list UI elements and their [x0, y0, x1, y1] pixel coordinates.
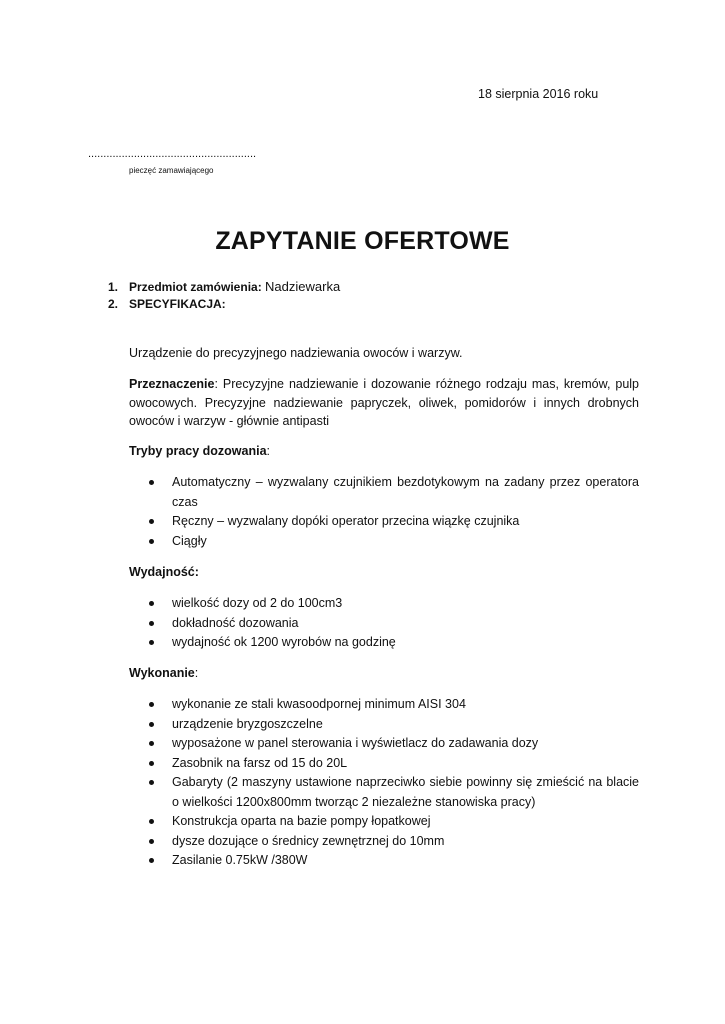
build-label: Wykonanie	[129, 666, 195, 680]
list-item: wyposażone w panel sterowania i wyświetlacz do zadawania dozy	[147, 734, 639, 754]
build-list	[147, 695, 639, 871]
list-item: Zasobnik na farsz od 15 do 20L	[147, 754, 639, 774]
item-value: Nadziewarka	[265, 279, 341, 294]
list-item: Zasilanie 0.75kW /380W	[147, 851, 639, 871]
list-item: dokładność dozowania	[147, 614, 639, 634]
purpose-label: Przeznaczenie	[129, 377, 215, 391]
purpose-paragraph	[129, 375, 639, 431]
list-item: Gabaryty (2 maszyny ustawione naprzeciwko siebie powinny się zmieścić na blacie o wielkości 1200x800mm tworząc 2 niezależne stanowiska pracy)	[147, 773, 639, 812]
performance-heading	[129, 565, 199, 579]
document-date: 18 sierpnia 2016 roku	[478, 87, 599, 101]
modes-suffix: :	[266, 444, 271, 458]
list-item: dysze dozujące o średnicy zewnętrznej do 10mm	[147, 832, 639, 852]
build-heading	[129, 666, 198, 680]
modes-heading	[129, 444, 270, 458]
build-suffix: :	[194, 666, 199, 680]
item-number: 2.	[108, 297, 119, 311]
list-item: wielkość dozy od 2 do 100cm3	[147, 594, 639, 614]
modes-list	[147, 473, 639, 551]
item-label: Przedmiot zamówienia:	[129, 280, 262, 294]
item-label: SPECYFIKACJA:	[129, 297, 226, 311]
intro-paragraph: Urządzenie do precyzyjnego nadziewania owoców i warzyw.	[129, 346, 463, 360]
modes-label: Tryby pracy dozowania	[129, 444, 267, 458]
document-title: ZAPYTANIE OFERTOWE	[215, 227, 510, 255]
list-item: Ciągły	[147, 532, 639, 552]
stamp-line: .......................................................	[88, 148, 257, 160]
performance-label: Wydajność:	[129, 565, 199, 579]
list-item: Automatyczny – wyzwalany czujnikiem bezdotykowym na zadany przez operatora czas	[147, 473, 639, 512]
stamp-label: pieczęć zamawiającego	[129, 166, 214, 175]
numbered-item-specification	[108, 297, 226, 311]
performance-list	[147, 594, 639, 653]
numbered-item-subject	[108, 279, 340, 294]
list-item: Konstrukcja oparta na bazie pompy łopatkowej	[147, 812, 639, 832]
purpose-text: : Precyzyjne nadziewanie i dozowanie różnego rodzaju mas, kremów, pulp owocowych. Precyzyjne nadziewanie papryczek, oliwek, pomidorów i innych drobnych owoców i warzyw - głównie antipasti	[129, 377, 639, 428]
item-number: 1.	[108, 280, 119, 294]
list-item: Ręczny – wyzwalany dopóki operator przecina wiązkę czujnika	[147, 512, 639, 532]
list-item: wydajność ok 1200 wyrobów na godzinę	[147, 633, 639, 653]
list-item: wykonanie ze stali kwasoodpornej minimum AISI 304	[147, 695, 639, 715]
list-item: urządzenie bryzgoszczelne	[147, 715, 639, 735]
